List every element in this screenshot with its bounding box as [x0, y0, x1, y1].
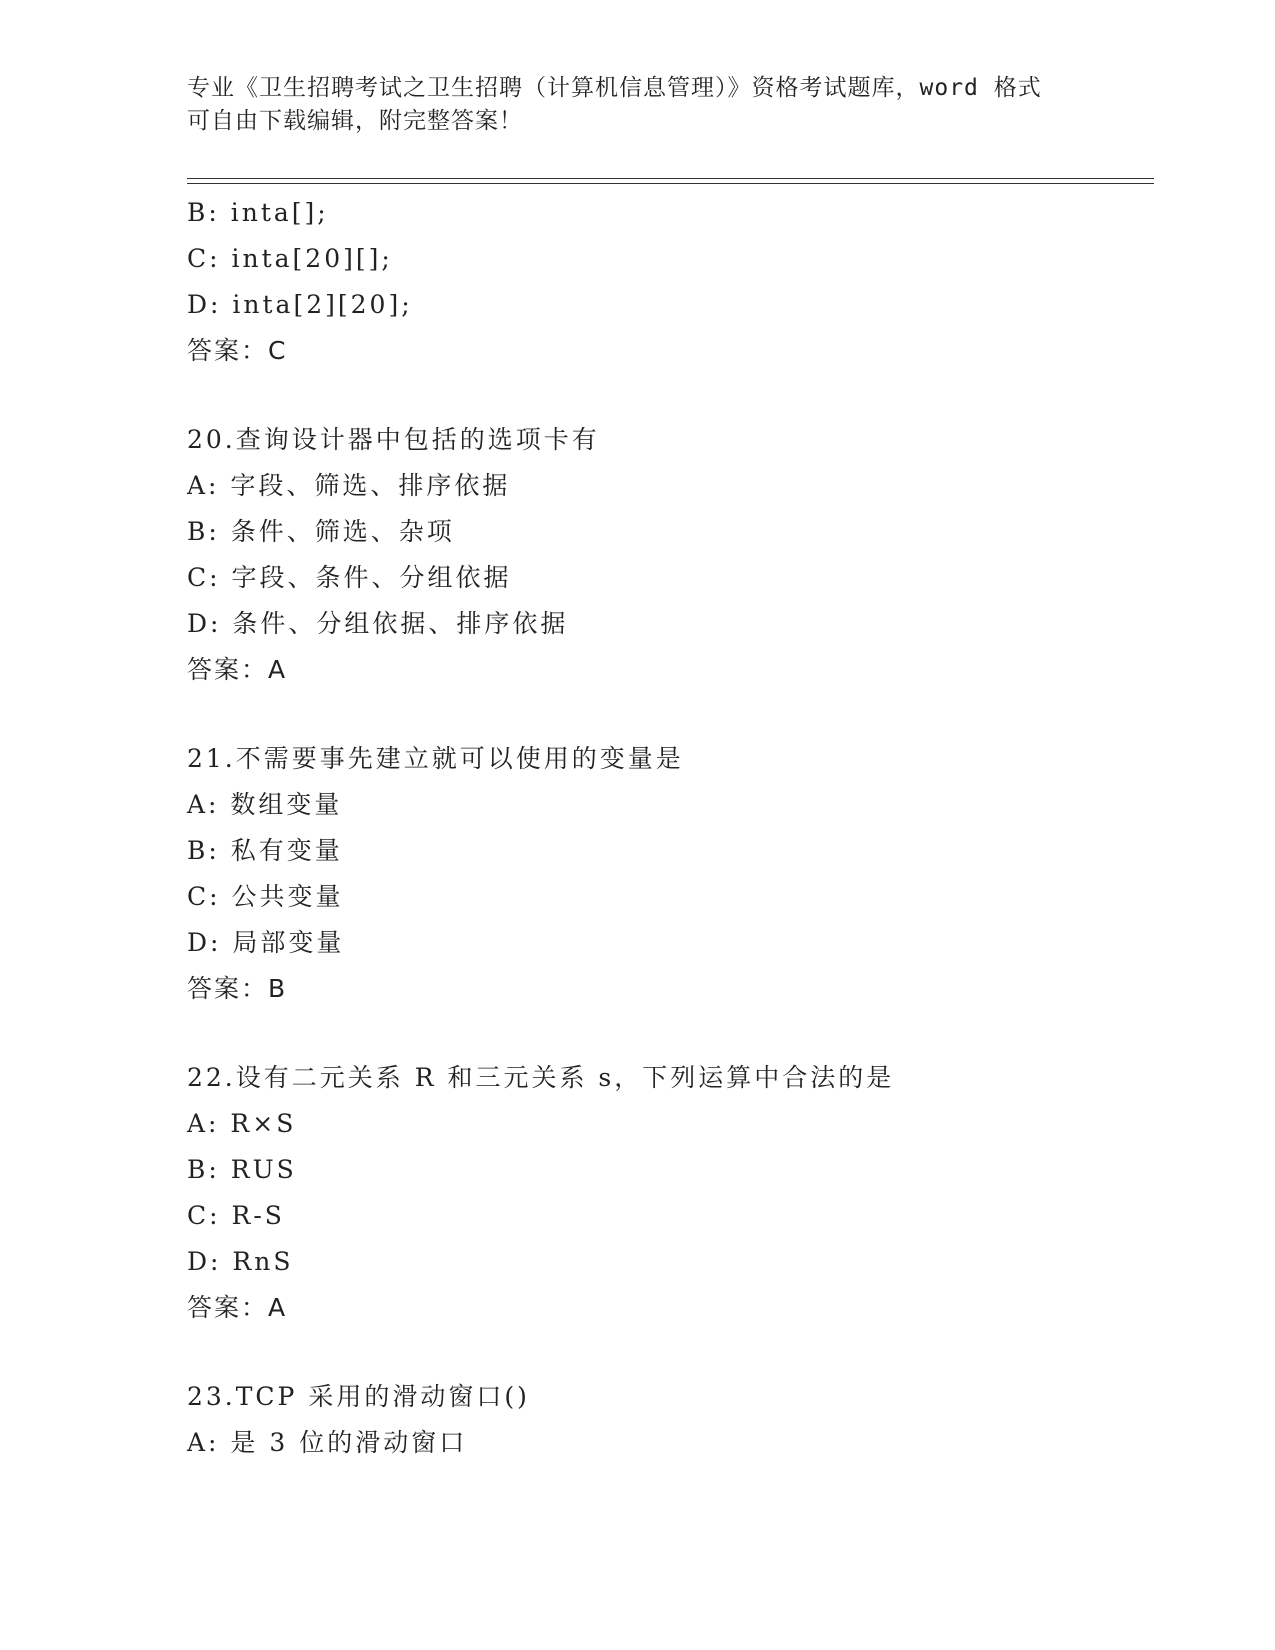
question-stem: 21.不需要事先建立就可以使用的变量是	[187, 744, 684, 773]
question-block	[187, 736, 1154, 1012]
option-c: C: 字段、条件、分组依据	[187, 563, 512, 592]
option-a: A: 数组变量	[187, 790, 343, 819]
header-divider-top	[187, 178, 1154, 179]
header-divider-bottom	[187, 183, 1154, 184]
answer-line: 答案：C	[187, 336, 288, 365]
option-b: B: 私有变量	[187, 836, 343, 865]
header-line-1: 专业《卫生招聘考试之卫生招聘（计算机信息管理）》资格考试题库，word 格式	[187, 75, 1042, 101]
question-stem: 22.设有二元关系 R 和三元关系 s，下列运算中合法的是	[187, 1063, 895, 1092]
question-block	[187, 1374, 1154, 1466]
block-spacer	[187, 374, 1154, 417]
option-c: C: inta[20][];	[187, 244, 393, 273]
option-a: A: 是 3 位的滑动窗口	[187, 1428, 468, 1457]
option-b: B: 条件、筛选、杂项	[187, 517, 455, 546]
option-a: A: 字段、筛选、排序依据	[187, 471, 511, 500]
answer-line: 答案：A	[187, 1293, 288, 1322]
option-b: B: inta[];	[187, 198, 329, 227]
header-line-2: 可自由下载编辑，附完整答案！	[187, 108, 523, 134]
block-spacer	[187, 1012, 1154, 1055]
option-d: D: RnS	[187, 1247, 294, 1276]
option-a: A: R×S	[187, 1109, 297, 1138]
block-spacer	[187, 693, 1154, 736]
answer-line: 答案：A	[187, 655, 288, 684]
question-stem: 20.查询设计器中包括的选项卡有	[187, 425, 600, 454]
option-b: B: RUS	[187, 1155, 297, 1184]
option-c: C: R-S	[187, 1201, 285, 1230]
question-stem: 23.TCP 采用的滑动窗口()	[187, 1382, 530, 1411]
question-block	[187, 190, 1154, 374]
option-d: D: 条件、分组依据、排序依据	[187, 609, 569, 638]
question-block	[187, 417, 1154, 693]
option-c: C: 公共变量	[187, 882, 344, 911]
option-d: D: inta[2][20];	[187, 290, 413, 319]
document-header	[187, 72, 1087, 138]
option-d: D: 局部变量	[187, 928, 345, 957]
question-block	[187, 1055, 1154, 1331]
question-list	[187, 190, 1154, 1466]
block-spacer	[187, 1331, 1154, 1374]
answer-line: 答案：B	[187, 974, 288, 1003]
